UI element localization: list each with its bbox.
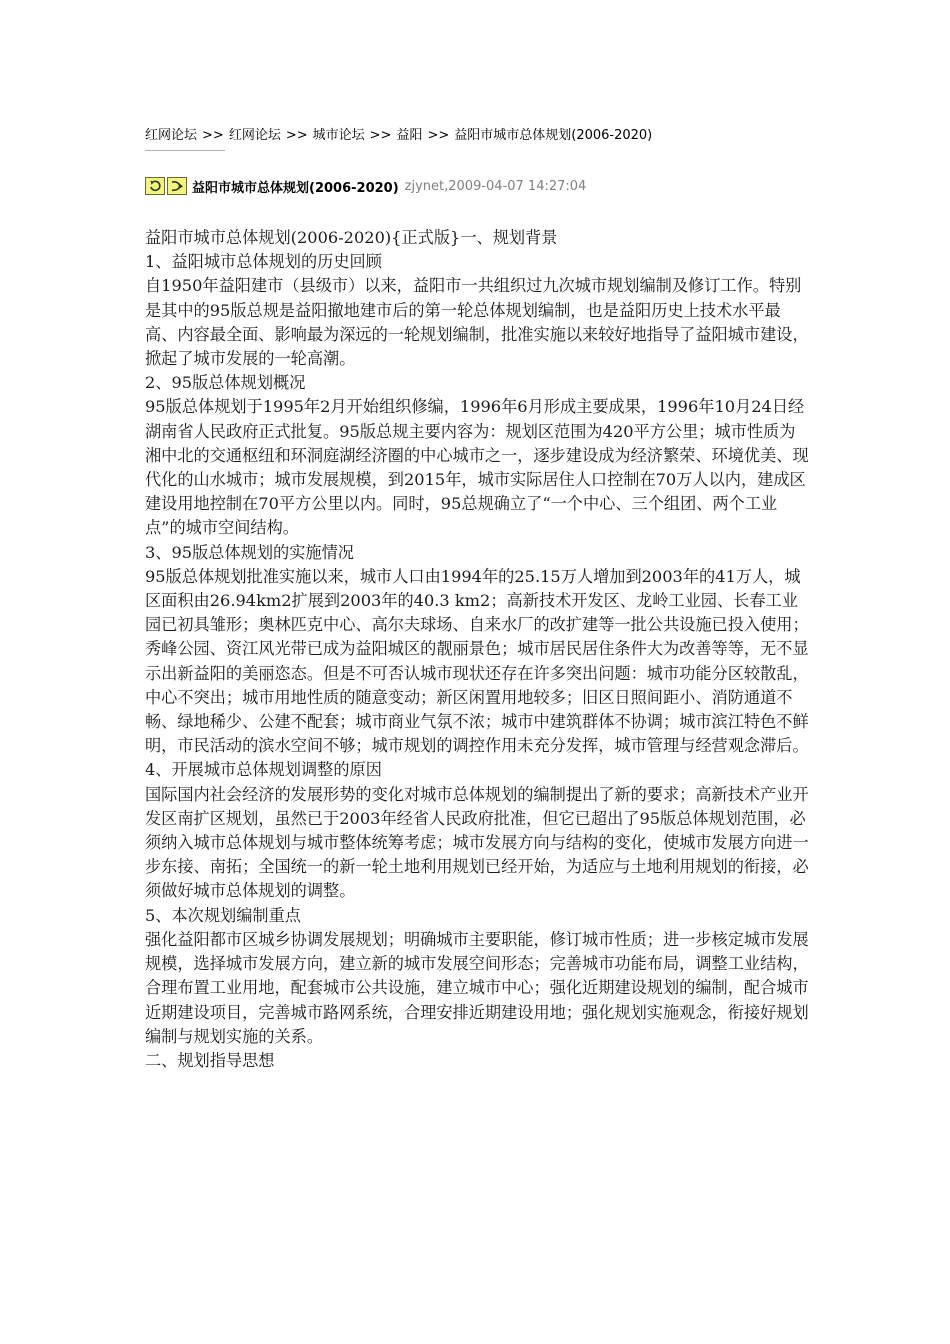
body-section-title: 4、开展城市总体规划调整的原因 — [145, 760, 382, 780]
post-title: 益阳市城市总体规划(2006-2020) — [192, 180, 399, 196]
body-paragraph: 自1950年益阳建市（县级市）以来，益阳市一共组织过九次城市规划编制及修订工作。特别是其中的95版总规是益阳撤地建市后的第一轮总体规划编制，也是益阳历史上技术水平最高、内容最全面、影响最为深远的一轮规划编制，批准实施以来较好地指导了益阳城市建设，掀起了城市发展的一轮高潮。 — [145, 276, 809, 369]
breadcrumb-underline — [145, 150, 225, 151]
breadcrumb — [145, 126, 810, 146]
body-paragraph: 强化益阳都市区城乡协调发展规划；明确城市主要职能，修订城市性质；进一步核定城市发展规模，选择城市发展方向，建立新的城市发展空间形态；完善城市功能布局，调整工业结构，合理布置工业用地，配套城市公共设施，建立城市中心；强化近期建设规划的编制，配合城市近期建设项目，完善城市路网系统，合理安排近期建设用地；强化规划实施观念，衔接好规划编制与规划实施的关系。 — [145, 929, 809, 1046]
rotate-icon[interactable] — [145, 177, 165, 195]
breadcrumb-separator: >> — [369, 128, 392, 143]
body-paragraph: 95版总体规划于1995年2月开始组织修编，1996年6月形成主要成果，1996年10月24日经湖南省人民政府正式批复。95版总规主要内容为：规划区范围为420平方公里；城市性质为湘中北的交通枢纽和环洞庭湖经济圈的中心城市之一，逐步建设成为经济繁荣、环境优美、现代化的山水城市；城市发展规模，到2015年，城市实际居住人口控制在70万人以内，建成区建设用地控制在70平方公里以内。同时，95总规确立了“一个中心、三个组团、两个工业点”的城市空间结构。 — [145, 397, 809, 538]
breadcrumb-link-forum-home[interactable]: 红网论坛 — [228, 128, 281, 143]
post-header — [145, 175, 810, 197]
body-paragraph-heading: 益阳市城市总体规划(2006-2020){正式版}一、规划背景 — [145, 228, 558, 247]
post-author-timestamp: zjynet,2009-04-07 14:27:04 — [404, 178, 587, 194]
breadcrumb-separator: >> — [427, 128, 450, 143]
body-section-title: 2、95版总体规划概况 — [145, 373, 306, 393]
body-paragraph: 国际国内社会经济的发展形势的变化对城市总体规划的编制提出了新的要求；高新技术产业开发区南扩区规划，虽然已于2003年经省人民政府批准，但它已超出了95版总体规划范围，必须纳入城市总体规划与城市整体统筹考虑；城市发展方向与结构的变化，使城市发展方向进一步东接、南拓；全国统一的新一轮土地利用规划已经开始，为适应与土地利用规划的衔接，必须做好城市总体规划的调整。 — [145, 784, 809, 901]
body-section-title: 3、95版总体规划的实施情况 — [145, 542, 354, 562]
body-section-title: 1、益阳城市总体规划的历史回顾 — [145, 252, 382, 272]
breadcrumb-separator: >> — [202, 128, 224, 143]
body-section-title: 二、规划指导思想 — [145, 1050, 275, 1070]
forward-icon[interactable] — [167, 177, 187, 195]
breadcrumb-link-yiyang[interactable]: 益阳 — [396, 128, 423, 143]
post-body — [145, 226, 810, 1073]
body-section-title: 5、本次规划编制重点 — [145, 905, 301, 925]
breadcrumb-separator: >> — [285, 128, 308, 143]
body-paragraph: 95版总体规划批准实施以来，城市人口由1994年的25.15万人增加到2003年的41万人，城区面积由26.94km2扩展到2003年的40.3 km2；高新技术开发区、龙岭工业园、长春工业园已初具雏形；奥林匹克中心、高尔夫球场、自来水厂的改扩建等一批公共设施已投入使用；秀峰公园、资江风光带已成为益阳城区的靓丽景色；城市居民居住条件大为改善等等，无不显示出新益阳的美丽恣态。但是不可否认城市现状还存在许多突出问题：城市功能分区较散乱，中心不突出；城市用地性质的随意变动；新区闲置用地较多；旧区日照间距小、消防通道不畅、绿地稀少、公建不配套；城市商业气氛不浓；城市中建筑群体不协调；城市滨江特色不鲜明，市民活动的滨水空间不够；城市规划的调控作用未充分发挥，城市管理与经营观念滞后。 — [145, 566, 809, 756]
breadcrumb-link-city-forum[interactable]: 城市论坛 — [312, 128, 365, 143]
breadcrumb-current-post: 益阳市城市总体规划(2006-2020) — [454, 128, 653, 143]
breadcrumb-link-forum[interactable]: 红网论坛 — [145, 128, 198, 143]
